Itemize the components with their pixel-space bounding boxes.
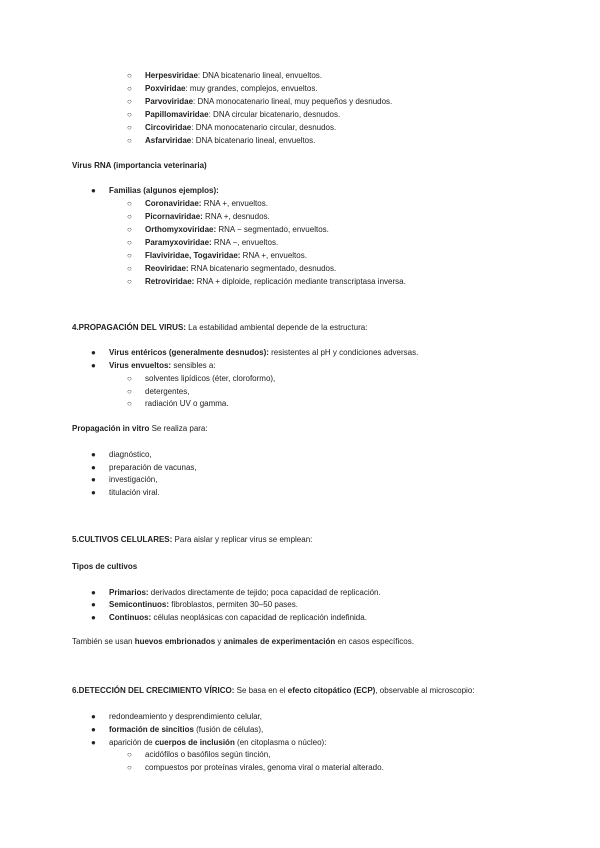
- rna-heading: Virus RNA (importancia veterinaria): [72, 161, 207, 170]
- list-item: Reoviridae: RNA bicatenario segmentado, desnudos.: [145, 264, 337, 273]
- list-item: investigación,: [109, 475, 158, 484]
- bullet-icon: ●: [91, 348, 96, 357]
- bullet-icon: ●: [91, 475, 96, 484]
- list-item: Papillomaviridae: DNA circular bicatenario, desnudos.: [145, 110, 341, 119]
- bullet-icon: ●: [91, 725, 96, 734]
- bullet-icon: ●: [91, 186, 96, 195]
- hollow-bullet-icon: ○: [127, 97, 132, 106]
- hollow-bullet-icon: ○: [127, 750, 132, 759]
- list-item: Coronaviridae: RNA +, envueltos.: [145, 199, 268, 208]
- section-6-heading: 6.DETECCIÓN DEL CRECIMIENTO VÍRICO: Se basa en el efecto citopático (ECP), observable al microscopio:: [72, 686, 475, 695]
- culture-types-heading: Tipos de cultivos: [72, 562, 138, 571]
- in-vitro-heading: Propagación in vitro Se realiza para:: [72, 424, 208, 433]
- list-item: Picornaviridae: RNA +, desnudos.: [145, 212, 270, 221]
- hollow-bullet-icon: ○: [127, 110, 132, 119]
- list-item: Continuos: células neoplásicas con capacidad de replicación indefinida.: [109, 613, 367, 622]
- hollow-bullet-icon: ○: [127, 763, 132, 772]
- hollow-bullet-icon: ○: [127, 84, 132, 93]
- bullet-icon: ●: [91, 463, 96, 472]
- hollow-bullet-icon: ○: [127, 374, 132, 383]
- list-item: radiación UV o gamma.: [145, 399, 229, 408]
- list-item: detergentes,: [145, 387, 190, 396]
- list-item: Familias (algunos ejemplos):: [109, 186, 219, 195]
- list-item: Primarios: derivados directamente de tejido; poca capacidad de replicación.: [109, 588, 381, 597]
- list-item: Semicontinuos: fibroblastos, permiten 30–50 pases.: [109, 600, 298, 609]
- bullet-icon: ●: [91, 488, 96, 497]
- bullet-icon: ●: [91, 613, 96, 622]
- hollow-bullet-icon: ○: [127, 212, 132, 221]
- list-item: acidófilos o basófilos según tinción,: [145, 750, 271, 759]
- list-item: Flaviviridae, Togaviridae: RNA +, envueltos.: [145, 251, 307, 260]
- list-item: Poxviridae: muy grandes, complejos, envueltos.: [145, 84, 318, 93]
- list-item: Parvoviridae: DNA monocatenario lineal, muy pequeños y desnudos.: [145, 97, 393, 106]
- list-item: redondeamiento y desprendimiento celular,: [109, 712, 262, 721]
- list-item: Orthomyxoviridae: RNA − segmentado, envueltos.: [145, 225, 329, 234]
- list-item: Paramyxoviridae: RNA −, envueltos.: [145, 238, 279, 247]
- hollow-bullet-icon: ○: [127, 251, 132, 260]
- list-item: diagnóstico,: [109, 450, 152, 459]
- section-5-heading: 5.CULTIVOS CELULARES: Para aislar y replicar virus se emplean:: [72, 535, 313, 544]
- bullet-icon: ●: [91, 450, 96, 459]
- list-item: solventes lipídicos (éter, cloroformo),: [145, 374, 276, 383]
- list-item: formación de sincitios (fusión de células),: [109, 725, 264, 734]
- bullet-icon: ●: [91, 600, 96, 609]
- hollow-bullet-icon: ○: [127, 264, 132, 273]
- list-item: Asfarviridae: DNA bicatenario lineal, envueltos.: [145, 136, 316, 145]
- list-item: preparación de vacunas,: [109, 463, 197, 472]
- list-item: Circoviridae: DNA monocatenario circular, desnudos.: [145, 123, 337, 132]
- bullet-icon: ●: [91, 361, 96, 370]
- hollow-bullet-icon: ○: [127, 199, 132, 208]
- list-item: Herpesviridae: DNA bicatenario lineal, envueltos.: [145, 71, 322, 80]
- section-4-heading: 4.PROPAGACIÓN DEL VIRUS: La estabilidad ambiental depende de la estructura:: [72, 323, 368, 332]
- hollow-bullet-icon: ○: [127, 238, 132, 247]
- hollow-bullet-icon: ○: [127, 123, 132, 132]
- list-item: Virus entéricos (generalmente desnudos): resistentes al pH y condiciones adversas.: [109, 348, 419, 357]
- list-item: Virus envueltos: sensibles a:: [109, 361, 216, 370]
- paragraph: También se usan huevos embrionados y animales de experimentación en casos específicos.: [72, 637, 414, 646]
- hollow-bullet-icon: ○: [127, 387, 132, 396]
- list-item: titulación viral.: [109, 488, 160, 497]
- list-item: compuestos por proteínas virales, genoma viral o material alterado.: [145, 763, 384, 772]
- hollow-bullet-icon: ○: [127, 71, 132, 80]
- hollow-bullet-icon: ○: [127, 277, 132, 286]
- list-item: aparición de cuerpos de inclusión (en citoplasma o núcleo):: [109, 738, 327, 747]
- hollow-bullet-icon: ○: [127, 399, 132, 408]
- hollow-bullet-icon: ○: [127, 225, 132, 234]
- hollow-bullet-icon: ○: [127, 136, 132, 145]
- bullet-icon: ●: [91, 588, 96, 597]
- bullet-icon: ●: [91, 712, 96, 721]
- bullet-icon: ●: [91, 738, 96, 747]
- list-item: Retroviridae: RNA + diploide, replicación mediante transcriptasa inversa.: [145, 277, 406, 286]
